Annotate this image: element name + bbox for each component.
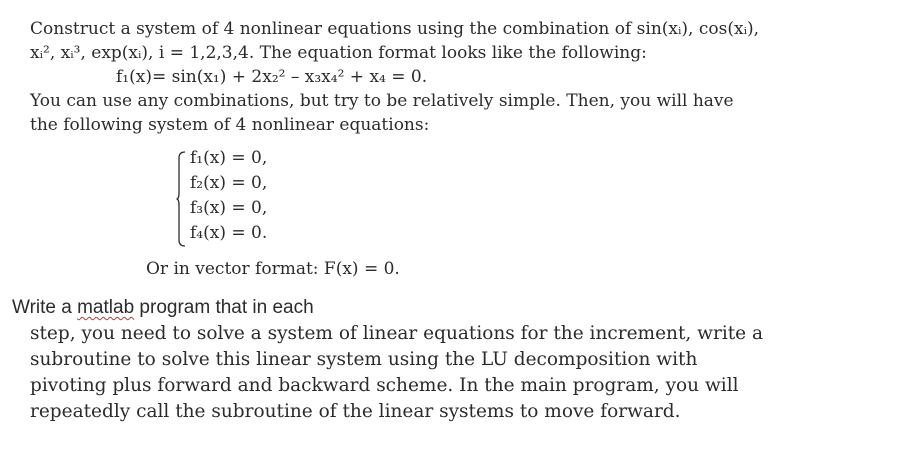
equation-system [176, 147, 336, 251]
task-line-1 [12, 296, 314, 320]
example-equation: f₁(x)= sin(x₁) + 2x₂² – x₃x₄² + x₄ = 0. [116, 67, 428, 87]
left-brace-icon [176, 151, 186, 247]
task-line-3: subroutine to solve this linear system using the LU decomposition with [30, 349, 698, 370]
intro-line-4: the following system of 4 nonlinear equations: [30, 115, 430, 135]
intro-line-2: xᵢ², xᵢ³, exp(xᵢ), i = 1,2,3,4. The equation format looks like the following: [30, 43, 647, 63]
system-eq-1: f₁(x) = 0, [190, 148, 268, 168]
task-line-1-suffix: program that in each [134, 297, 314, 318]
task-line-2: step, you need to solve a system of linear equations for the increment, write a [30, 323, 764, 344]
system-eq-3: f₃(x) = 0, [190, 198, 268, 218]
task-line-4: pivoting plus forward and backward scheme. In the main program, you will [30, 375, 739, 396]
system-eq-4: f₄(x) = 0. [190, 223, 268, 243]
spellcheck-word-matlab: matlab [77, 297, 135, 318]
vector-format-line: Or in vector format: F(x) = 0. [146, 259, 400, 279]
intro-line-1: Construct a system of 4 nonlinear equations using the combination of sin(xᵢ), cos(xᵢ), [30, 19, 760, 39]
task-line-1-prefix: Write a [12, 297, 78, 318]
system-eq-2: f₂(x) = 0, [190, 173, 268, 193]
intro-line-3: You can use any combinations, but try to be relatively simple. Then, you will have [30, 91, 734, 111]
task-line-5: repeatedly call the subroutine of the linear systems to move forward. [30, 401, 681, 422]
